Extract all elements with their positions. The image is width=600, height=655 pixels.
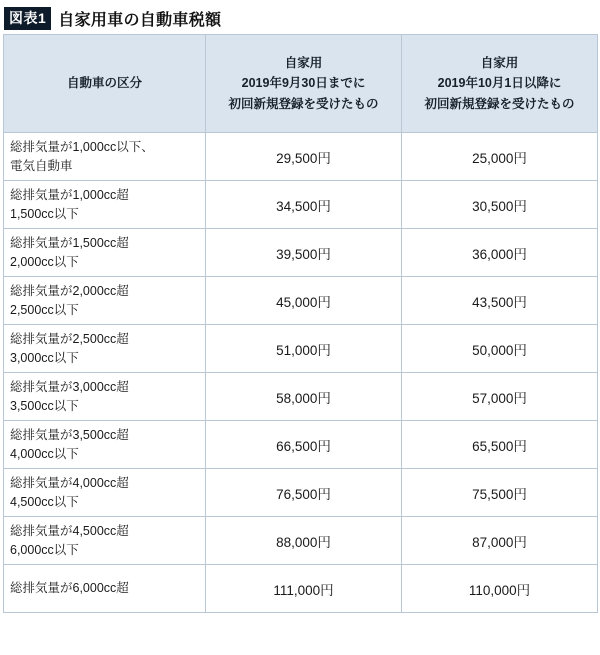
header-after-2019-10 [402, 35, 598, 133]
header-col1-line2: 2019年9月30日までに [241, 76, 366, 91]
header-col1-line3: 初回新規登録を受けたもの [228, 96, 379, 111]
page-title: 自家用車の自動車税額 [58, 11, 222, 29]
row-category [4, 277, 206, 325]
table-row [4, 565, 598, 613]
row-category-line: 総排気量が1,500cc超 [10, 236, 129, 251]
header-col1-line1: 自家用 [284, 55, 323, 70]
row-category-line: 1,500cc以下 [10, 206, 79, 221]
row-category-line: 2,000cc以下 [10, 254, 79, 269]
row-amount-new: 43,500円 [402, 277, 598, 325]
row-category-line: 総排気量が6,000cc超 [10, 581, 129, 596]
row-amount-old: 29,500円 [206, 133, 402, 181]
row-category-line: 6,000cc以下 [10, 542, 79, 557]
row-amount-old: 34,500円 [206, 181, 402, 229]
table-body [4, 133, 598, 613]
header-col2-line3: 初回新規登録を受けたもの [424, 96, 575, 111]
row-amount-old: 76,500円 [206, 469, 402, 517]
row-amount-old: 45,000円 [206, 277, 402, 325]
row-category-line: 総排気量が4,000cc超 [10, 476, 129, 491]
row-category [4, 565, 206, 613]
row-amount-new: 75,500円 [402, 469, 598, 517]
table-row [4, 277, 598, 325]
row-category [4, 229, 206, 277]
row-category-line: 総排気量が2,000cc超 [10, 284, 129, 299]
header-category: 自動車の区分 [4, 35, 206, 133]
row-amount-old: 39,500円 [206, 229, 402, 277]
row-amount-old: 88,000円 [206, 517, 402, 565]
header-col2-line2: 2019年10月1日以降に [437, 76, 562, 91]
row-amount-old: 111,000円 [206, 565, 402, 613]
row-category-line: 電気自動車 [10, 158, 73, 173]
header-row [4, 35, 598, 133]
row-category-line: 総排気量が4,500cc超 [10, 524, 129, 539]
table-row [4, 421, 598, 469]
row-category-line: 4,500cc以下 [10, 494, 79, 509]
row-category-line: 3,500cc以下 [10, 398, 79, 413]
row-amount-new: 25,000円 [402, 133, 598, 181]
row-amount-old: 66,500円 [206, 421, 402, 469]
table-row [4, 181, 598, 229]
row-category [4, 517, 206, 565]
row-category [4, 469, 206, 517]
table-head [4, 35, 598, 133]
automobile-tax-table [3, 34, 598, 613]
row-category-line: 4,000cc以下 [10, 446, 79, 461]
row-amount-new: 57,000円 [402, 373, 598, 421]
table-row [4, 325, 598, 373]
row-category [4, 181, 206, 229]
figure-badge: 図表1 [4, 7, 51, 30]
row-category [4, 133, 206, 181]
row-amount-old: 58,000円 [206, 373, 402, 421]
row-amount-old: 51,000円 [206, 325, 402, 373]
table-row [4, 133, 598, 181]
row-category-line: 総排気量が3,000cc超 [10, 380, 129, 395]
header-col2-line1: 自家用 [480, 55, 519, 70]
header-before-2019-10 [206, 35, 402, 133]
figure-title-row [0, 0, 600, 34]
table-row [4, 229, 598, 277]
row-amount-new: 50,000円 [402, 325, 598, 373]
table-container [0, 34, 600, 613]
table-row [4, 373, 598, 421]
row-category-line: 3,000cc以下 [10, 350, 79, 365]
row-amount-new: 87,000円 [402, 517, 598, 565]
table-row [4, 517, 598, 565]
row-category-line: 総排気量が1,000cc以下、 [10, 140, 154, 155]
row-amount-new: 36,000円 [402, 229, 598, 277]
row-category [4, 421, 206, 469]
row-category [4, 325, 206, 373]
row-category-line: 2,500cc以下 [10, 302, 79, 317]
table-row [4, 469, 598, 517]
row-category-line: 総排気量が2,500cc超 [10, 332, 129, 347]
row-category [4, 373, 206, 421]
row-amount-new: 30,500円 [402, 181, 598, 229]
row-category-line: 総排気量が3,500cc超 [10, 428, 129, 443]
row-amount-new: 110,000円 [402, 565, 598, 613]
row-category-line: 総排気量が1,000cc超 [10, 188, 129, 203]
row-amount-new: 65,500円 [402, 421, 598, 469]
